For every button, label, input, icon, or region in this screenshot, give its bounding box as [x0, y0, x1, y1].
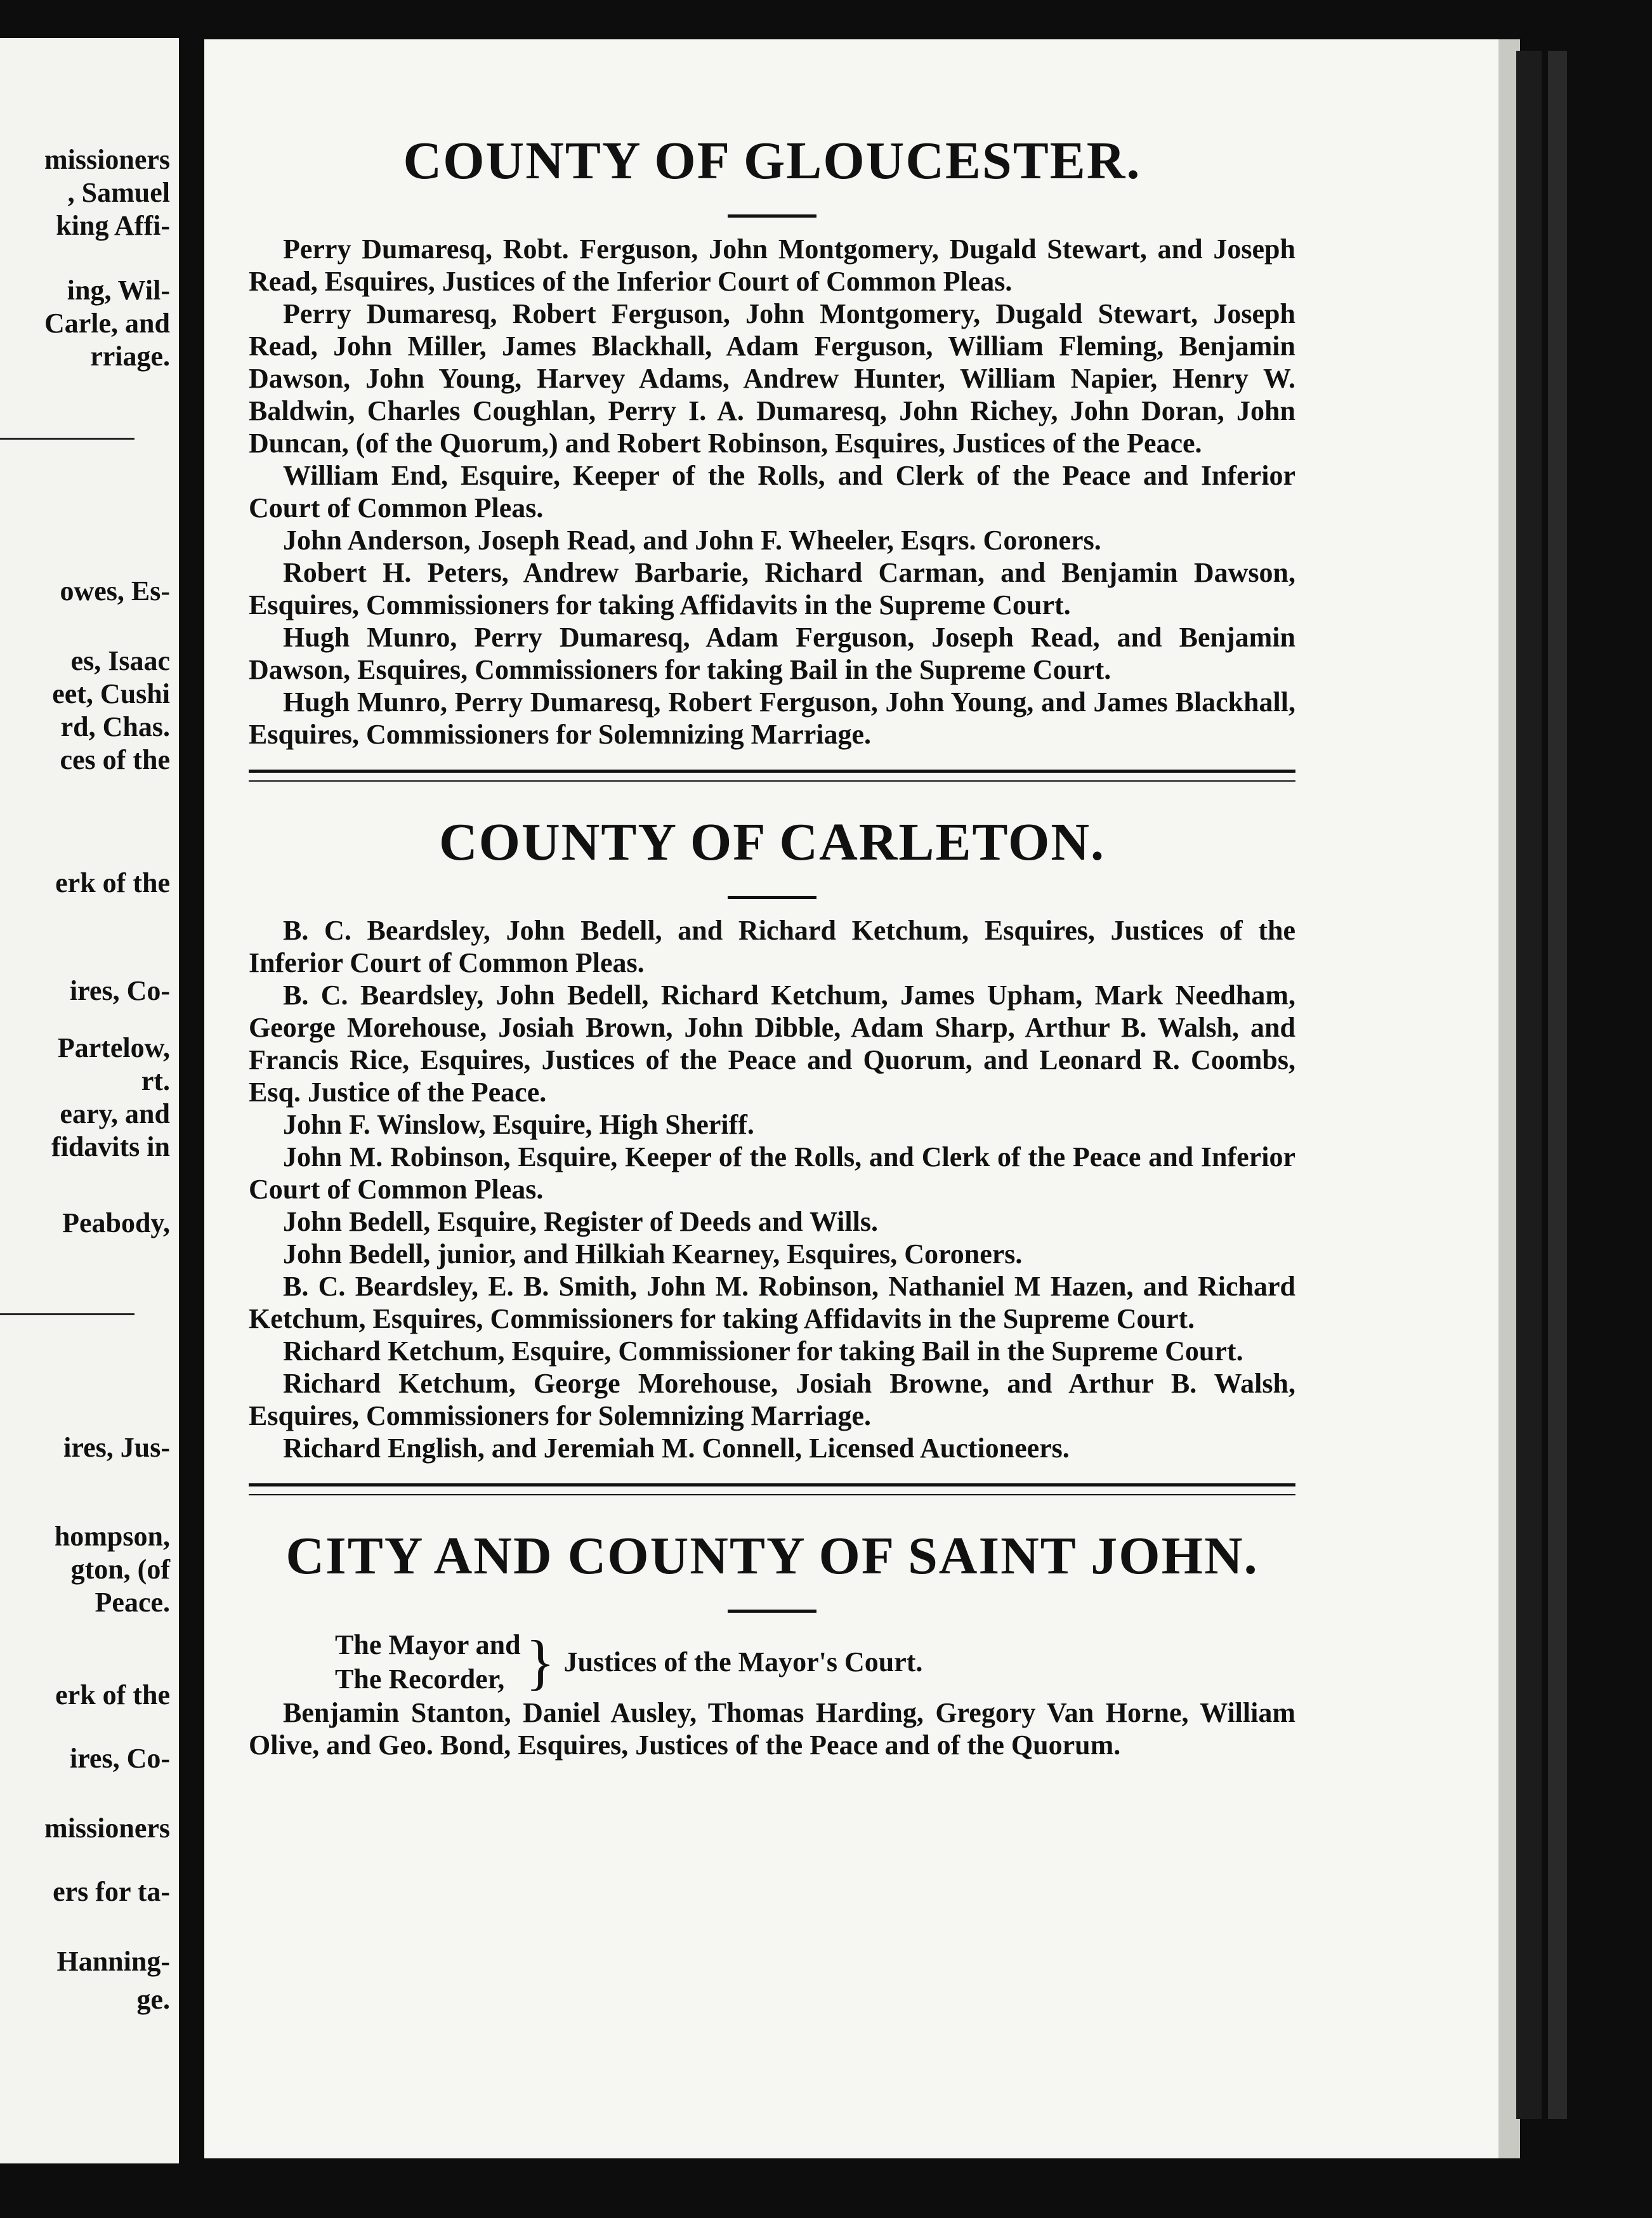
entry-paragraph: Richard English, and Jeremiah M. Connell, Licensed Auctioneers.	[283, 1433, 1070, 1464]
entry-paragraph: Hugh Munro, Perry Dumaresq, Robert Ferguson, John Young, and James Blackhall, Esquires, Commissioners for Solemnizing Marriage.	[249, 686, 1295, 750]
entry-paragraph: Hugh Munro, Perry Dumaresq, Adam Ferguson, Joseph Read, and Benjamin Dawson, Esquires, Commissioners for taking Bail in the Supreme Court.	[249, 622, 1295, 685]
previous-page-fragment	[0, 38, 179, 2163]
prev-text-line: rt.	[141, 1065, 170, 1096]
prev-text-line: ers for ta-	[53, 1876, 170, 1907]
prev-text-line: ing, Wil-	[67, 275, 170, 306]
entry-paragraph: Benjamin Stanton, Daniel Ausley, Thomas Harding, Gregory Van Horne, William Olive, and Geo. Bond, Esquires, Justices of the Peace and of the Quorum.	[249, 1697, 1295, 1761]
entry-paragraph: Robert H. Peters, Andrew Barbarie, Richard Carman, and Benjamin Dawson, Esquires, Commissioners for taking Affidavits in the Supreme Court.	[249, 557, 1295, 620]
prev-text-line: Carle, and	[44, 308, 170, 339]
section-gloucester	[249, 131, 1295, 751]
prev-text-line: es, Isaac	[70, 645, 170, 676]
heading-rule	[728, 214, 816, 218]
prev-text-line: , Samuel	[67, 177, 170, 208]
entry-paragraph: B. C. Beardsley, John Bedell, and Richard Ketchum, Esquires, Justices of the Inferior Court of Common Pleas.	[249, 915, 1295, 978]
prev-text-line: ces of the	[60, 744, 170, 775]
prev-text-line: erk of the	[55, 1679, 170, 1710]
section-heading: COUNTY OF CARLETON.	[439, 813, 1105, 872]
prev-text-line: hompson,	[54, 1521, 170, 1552]
prev-divider	[0, 1313, 134, 1315]
prev-text-line: erk of the	[55, 867, 170, 898]
prev-text-line: ires, Jus-	[63, 1432, 170, 1463]
prev-text-line: missioners	[44, 1813, 170, 1844]
document-page	[204, 39, 1498, 2158]
prev-text-line: missioners	[44, 144, 170, 175]
prev-text-line: ge.	[136, 1984, 170, 2015]
section-saint-john	[249, 1526, 1295, 1761]
prev-text-line: fidavits in	[51, 1131, 170, 1162]
entry-paragraph: John Bedell, junior, and Hilkiah Kearney, Esquires, Coroners.	[283, 1238, 1023, 1270]
entry-paragraph: Perry Dumaresq, Robert Ferguson, John Montgomery, Dugald Stewart, Joseph Read, John Miller, James Blackhall, Adam Ferguson, William Fleming, Benjamin Dawson, John Young, Harvey Adams, Andrew Hunter, William Napier, Henry W. Baldwin, Charles Coughlan, Perry I. A. Dumaresq, John Richey, John Doran, John Duncan, (of the Quorum,) and Robert Robinson, Esquires, Justices of the Peace.	[249, 298, 1295, 459]
prev-text-line: Peabody,	[62, 1207, 170, 1238]
book-spine-shadow	[1548, 51, 1567, 2119]
prev-text-line: Peace.	[95, 1587, 170, 1618]
section-heading: CITY AND COUNTY OF SAINT JOHN.	[285, 1526, 1259, 1585]
entry-paragraph: John Bedell, Esquire, Register of Deeds and Wills.	[283, 1206, 878, 1237]
mayors-court-label: Justices of the Mayor's Court.	[563, 1646, 923, 1677]
mayors-court-block	[335, 1628, 1295, 1696]
prev-text-line: owes, Es-	[60, 575, 170, 607]
section-carleton	[249, 813, 1295, 1464]
prev-text-line: ires, Co-	[69, 1743, 170, 1774]
mayor-line: The Mayor and	[335, 1629, 521, 1660]
prev-text-line: gton, (of	[70, 1554, 170, 1585]
entry-paragraph: William End, Esquire, Keeper of the Rolls, and Clerk of the Peace and Inferior Court of Common Pleas.	[249, 460, 1295, 523]
entry-paragraph: Perry Dumaresq, Robt. Ferguson, John Montgomery, Dugald Stewart, and Joseph Read, Esquires, Justices of the Inferior Court of Common Pleas.	[249, 233, 1295, 297]
book-spine	[1516, 51, 1542, 2119]
section-divider	[249, 1483, 1295, 1495]
prev-text-line: eet, Cushi	[52, 678, 170, 709]
recorder-line: The Recorder,	[335, 1664, 505, 1695]
mayor-recorder-names	[335, 1628, 521, 1696]
prev-text-line: Hanning-	[56, 1946, 170, 1977]
prev-text-line: eary, and	[60, 1098, 170, 1129]
prev-text-line: rd, Chas.	[60, 711, 170, 742]
prev-divider	[0, 438, 134, 440]
brace-glyph: }	[525, 1628, 555, 1696]
page-content	[249, 131, 1295, 1761]
prev-text-line: rriage.	[90, 341, 170, 372]
prev-text-line: ires, Co-	[69, 975, 170, 1006]
section-heading: COUNTY OF GLOUCESTER.	[403, 131, 1141, 190]
entry-paragraph: John Anderson, Joseph Read, and John F. Wheeler, Esqrs. Coroners.	[283, 525, 1101, 556]
section-divider	[249, 770, 1295, 782]
entry-paragraph: Richard Ketchum, George Morehouse, Josiah Browne, and Arthur B. Walsh, Esquires, Commissioners for Solemnizing Marriage.	[249, 1368, 1295, 1431]
entry-paragraph: Richard Ketchum, Esquire, Commissioner for taking Bail in the Supreme Court.	[283, 1335, 1243, 1367]
entry-paragraph: B. C. Beardsley, John Bedell, Richard Ketchum, James Upham, Mark Needham, George Morehouse, Josiah Brown, John Dibble, Adam Sharp, Arthur B. Walsh, and Francis Rice, Esquires, Justices of the Peace and Quorum, and Leonard R. Coombs, Esq. Justice of the Peace.	[249, 980, 1295, 1108]
entry-paragraph: John F. Winslow, Esquire, High Sheriff.	[283, 1109, 754, 1140]
heading-rule	[728, 1610, 816, 1613]
prev-text-line: Partelow,	[57, 1032, 170, 1063]
entry-paragraph: John M. Robinson, Esquire, Keeper of the Rolls, and Clerk of the Peace and Inferior Court of Common Pleas.	[249, 1141, 1295, 1205]
heading-rule	[728, 896, 816, 899]
entry-paragraph: B. C. Beardsley, E. B. Smith, John M. Robinson, Nathaniel M Hazen, and Richard Ketchum, Esquires, Commissioners for taking Affidavits in the Supreme Court.	[249, 1271, 1295, 1334]
prev-text-line: king Affi-	[56, 210, 170, 241]
